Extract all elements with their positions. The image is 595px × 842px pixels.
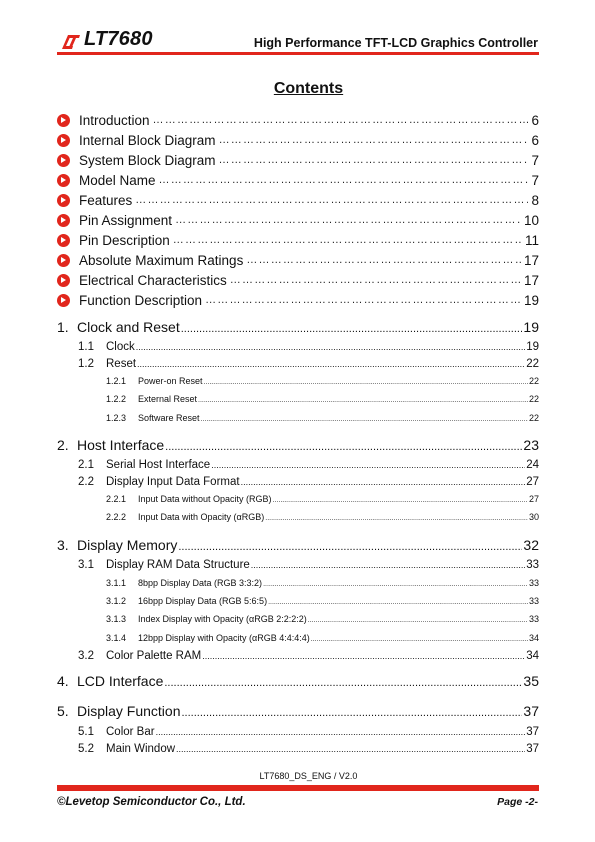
arrow-bullet-icon	[57, 174, 70, 187]
toc-number: 2.2.1	[106, 494, 127, 504]
dot-leader	[230, 274, 521, 286]
dot-leader	[201, 416, 528, 423]
toc-page: 32	[523, 537, 539, 553]
contents-bullet-item[interactable]	[57, 291, 539, 309]
item-page: 6	[531, 132, 539, 148]
item-label: Absolute Maximum Ratings	[79, 252, 244, 268]
toc-page: 19	[526, 341, 539, 353]
dot-leader	[175, 214, 521, 226]
contents-bullet-item[interactable]	[57, 151, 539, 169]
toc-label: LCD Interface	[77, 673, 164, 689]
toc-label: Clock and Reset	[77, 319, 180, 335]
toc-entry[interactable]	[57, 673, 539, 689]
arrow-bullet-icon	[57, 114, 70, 127]
item-label: Pin Assignment	[79, 212, 173, 228]
toc-label: Reset	[106, 358, 137, 370]
toc-label: 8bpp Display Data (RGB 3:3:2)	[138, 578, 263, 588]
arrow-bullet-icon	[57, 234, 70, 247]
toc-page: 27	[526, 476, 539, 488]
toc-page: 34	[526, 650, 539, 662]
header-rule	[57, 52, 539, 55]
arrow-bullet-icon	[57, 134, 70, 147]
dot-leader	[273, 497, 528, 504]
toc-entry[interactable]	[106, 596, 539, 606]
dot-leader	[219, 134, 529, 146]
toc-number: 3.2	[78, 650, 94, 662]
doc-code: LT7680_DS_ENG / V2.0	[259, 771, 358, 781]
dot-leader	[176, 744, 525, 754]
dot-leader	[246, 254, 521, 266]
item-label: Model Name	[79, 172, 156, 188]
dot-leader	[137, 359, 525, 369]
item-page: 8	[531, 192, 539, 208]
item-label: Pin Description	[79, 232, 170, 248]
toc-page: 35	[523, 673, 539, 689]
dot-leader	[205, 294, 521, 306]
toc-label: Index Display with Opacity (αRGB 2:2:2:2)	[138, 614, 307, 624]
toc-entry[interactable]	[78, 559, 539, 571]
toc-label: Color Palette RAM	[106, 650, 202, 662]
page-title: Contents	[273, 80, 344, 97]
toc-number: 1.2.1	[106, 376, 127, 386]
toc-page: 27	[528, 494, 539, 504]
toc-entry[interactable]	[57, 703, 539, 719]
arrow-bullet-icon	[57, 254, 70, 267]
arrow-bullet-icon	[57, 194, 70, 207]
toc-page: 22	[528, 376, 539, 386]
dot-leader	[153, 114, 529, 126]
item-label: Internal Block Diagram	[79, 132, 216, 148]
toc-entry[interactable]	[106, 494, 539, 504]
toc-entry[interactable]	[78, 476, 539, 488]
item-page: 7	[531, 152, 539, 168]
logo-text: LT7680	[84, 28, 153, 50]
item-label: Features	[79, 192, 133, 208]
toc-page: 19	[523, 319, 539, 335]
toc-page: 33	[528, 596, 539, 606]
dot-leader	[202, 651, 525, 661]
toc-entry[interactable]	[106, 512, 539, 522]
contents-bullet-item[interactable]	[57, 231, 539, 249]
contents-bullet-item[interactable]	[57, 111, 539, 129]
dot-leader	[173, 234, 522, 246]
toc-label: Power-on Reset	[138, 376, 203, 386]
item-label: System Block Diagram	[79, 152, 216, 168]
toc-label: Display Memory	[77, 537, 178, 553]
dot-leader	[311, 636, 528, 643]
arrow-bullet-icon	[57, 294, 70, 307]
toc-number: 2.1	[78, 459, 94, 471]
toc-number: 1.1	[78, 341, 94, 353]
toc-number: 3.1	[78, 559, 94, 571]
toc-entry[interactable]	[106, 413, 539, 423]
company-name: ©Levetop Semiconductor Co., Ltd.	[57, 796, 246, 808]
item-page: 10	[523, 212, 539, 228]
toc-label: Display Input Data Format	[106, 476, 240, 488]
dot-leader	[204, 379, 528, 386]
dot-leader	[308, 617, 528, 624]
toc-entry[interactable]	[106, 376, 539, 386]
toc-label: Input Data with Opacity (αRGB)	[138, 512, 265, 522]
contents-bullet-item[interactable]	[57, 171, 539, 189]
toc-label: Display RAM Data Structure	[106, 559, 250, 571]
toc-page: 37	[523, 703, 539, 719]
toc-number: 2.	[57, 437, 69, 453]
arrow-bullet-icon	[57, 214, 70, 227]
dot-leader	[251, 560, 525, 570]
toc-label: Clock	[106, 341, 135, 353]
contents-bullet-item[interactable]	[57, 271, 539, 289]
toc-number: 1.2.2	[106, 394, 127, 404]
dot-leader	[198, 397, 528, 404]
toc-entry[interactable]	[106, 394, 539, 404]
toc-number: 3.1.1	[106, 578, 127, 588]
toc-number: 1.	[57, 319, 69, 335]
toc-number: 1.2	[78, 358, 94, 370]
toc-number: 5.2	[78, 743, 94, 755]
toc-page: 22	[526, 358, 539, 370]
contents-bullet-item[interactable]	[57, 191, 539, 209]
toc-label: External Reset	[138, 394, 198, 404]
toc-number: 5.1	[78, 726, 94, 738]
item-label: Electrical Characteristics	[79, 272, 227, 288]
toc-page: 33	[526, 559, 539, 571]
header-title: High Performance TFT-LCD Graphics Controller	[253, 36, 538, 50]
item-label: Function Description	[79, 292, 203, 308]
toc-page: 37	[526, 743, 539, 755]
arrow-bullet-icon	[57, 274, 70, 287]
toc-page: 22	[528, 394, 539, 404]
dot-leader	[241, 477, 526, 487]
toc-entry[interactable]	[78, 459, 539, 471]
toc-entry[interactable]	[106, 614, 539, 624]
toc-page: 22	[528, 413, 539, 423]
dot-leader	[211, 460, 525, 470]
dot-leader	[265, 515, 528, 522]
item-page: 7	[531, 172, 539, 188]
toc-entry[interactable]	[78, 358, 539, 370]
dot-leader	[159, 174, 529, 186]
dot-leader	[135, 194, 528, 206]
dot-leader	[182, 707, 523, 719]
toc-label: Input Data without Opacity (RGB)	[138, 494, 272, 504]
toc-number: 5.	[57, 703, 69, 719]
toc-label: Serial Host Interface	[106, 459, 211, 471]
toc-page: 33	[528, 614, 539, 624]
toc-number: 3.	[57, 537, 69, 553]
item-label: Introduction	[79, 112, 150, 128]
toc-number: 4.	[57, 673, 69, 689]
toc-label: Color Bar	[106, 726, 155, 738]
dot-leader	[165, 441, 522, 453]
dot-leader	[136, 342, 525, 352]
arrow-bullet-icon	[57, 154, 70, 167]
toc-entry[interactable]	[57, 319, 539, 335]
contents-bullet-item[interactable]	[57, 251, 539, 269]
toc-label: Main Window	[106, 743, 176, 755]
toc-page: 33	[528, 578, 539, 588]
toc-label: Software Reset	[138, 413, 200, 423]
toc-page: 24	[526, 459, 539, 471]
contents-bullet-item[interactable]	[57, 131, 539, 149]
dot-leader	[164, 677, 522, 689]
item-page: 19	[523, 292, 539, 308]
toc-page: 30	[528, 512, 539, 522]
item-page: 17	[523, 272, 539, 288]
dot-leader	[178, 541, 522, 553]
contents-bullet-item[interactable]	[57, 211, 539, 229]
toc-page: 37	[526, 726, 539, 738]
toc-entry[interactable]	[106, 578, 539, 588]
toc-entry[interactable]	[106, 633, 539, 643]
toc-page: 34	[528, 633, 539, 643]
toc-entry[interactable]	[78, 650, 539, 662]
footer-rule	[57, 785, 539, 791]
item-page: 17	[523, 252, 539, 268]
toc-entry[interactable]	[57, 537, 539, 553]
toc-page: 23	[523, 437, 539, 453]
page-number: Page -2-	[497, 796, 538, 808]
dot-leader	[156, 727, 526, 737]
dot-leader	[219, 154, 529, 166]
toc-label: 16bpp Display Data (RGB 5:6:5)	[138, 596, 268, 606]
toc-number: 3.1.2	[106, 596, 127, 606]
toc-number: 1.2.3	[106, 413, 127, 423]
dot-leader	[268, 599, 528, 606]
dot-leader	[263, 581, 528, 588]
dot-leader	[181, 323, 523, 335]
toc-label: 12bpp Display with Opacity (αRGB 4:4:4:4)	[138, 633, 310, 643]
levetop-logo-icon	[60, 33, 80, 49]
toc-entry[interactable]	[57, 437, 539, 453]
item-page: 6	[531, 112, 539, 128]
toc-number: 3.1.4	[106, 633, 127, 643]
toc-entry[interactable]	[78, 743, 539, 755]
toc-number: 3.1.3	[106, 614, 127, 624]
toc-entry[interactable]	[78, 341, 539, 353]
toc-label: Host Interface	[77, 437, 165, 453]
toc-number: 2.2	[78, 476, 94, 488]
item-page: 11	[524, 232, 539, 248]
toc-entry[interactable]	[78, 726, 539, 738]
toc-label: Display Function	[77, 703, 181, 719]
toc-number: 2.2.2	[106, 512, 127, 522]
